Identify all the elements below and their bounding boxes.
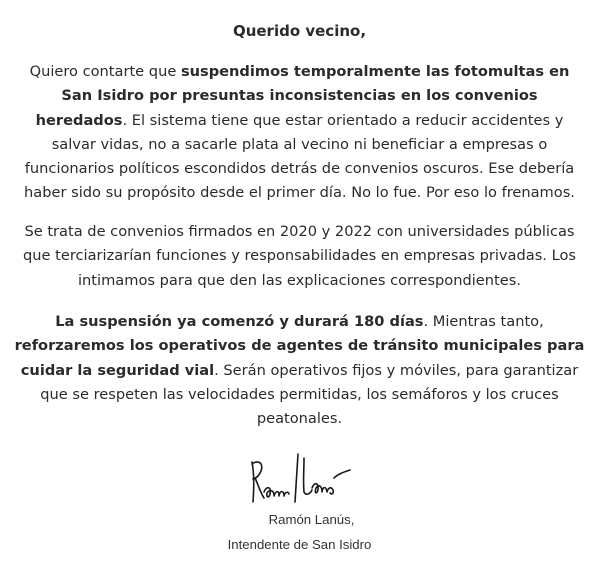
paragraph-text: Se trata de convenios firmados en 2020 y 2022 con universidades públicas que terciarizarían funciones y responsabilidades en empresas privadas. Los intimamos para que den las explicaciones correspondientes.	[23, 223, 576, 289]
paragraph-bold-text: suspendimos temporalmente las fotomultas en San Isidro por presuntas inconsistencias en los convenios heredados	[35, 63, 570, 129]
paragraph-bold-text: La suspensión ya comenzó y durará 180 días	[55, 313, 424, 330]
paragraph-text: . Mientras tanto,	[423, 313, 544, 330]
signature-title: Intendente de San Isidro	[227, 537, 372, 552]
paragraph-text: . El sistema tiene que estar orientado a reducir accidentes y salvar vidas, no a sacarle plata al vecino ni beneficiar a empresas o funcionarios políticos escondidos detrás de convenios oscuros. Ese debería haber sido su propósito desde el primer día. No lo fue. Por eso lo frenamos.	[24, 111, 575, 202]
paragraph-text: . Serán operativos fijos y móviles, para garantizar que se respeten las velocidades permitidas, los semáforos y los cruces peatonales.	[40, 361, 579, 428]
paragraph-suspension	[14, 310, 585, 431]
paragraph-text: Quiero contarte que	[29, 63, 181, 80]
handwritten-signature	[246, 448, 358, 510]
letter-greeting: Querido vecino,	[232, 22, 367, 40]
paragraph-contracts	[14, 220, 585, 293]
signature-name: Ramón Lanús,	[268, 512, 355, 527]
paragraph-bold-text: reforzaremos los operativos de agentes de tránsito municipales para cuidar la seguridad vial	[14, 337, 585, 379]
paragraph-announcement	[14, 60, 585, 206]
